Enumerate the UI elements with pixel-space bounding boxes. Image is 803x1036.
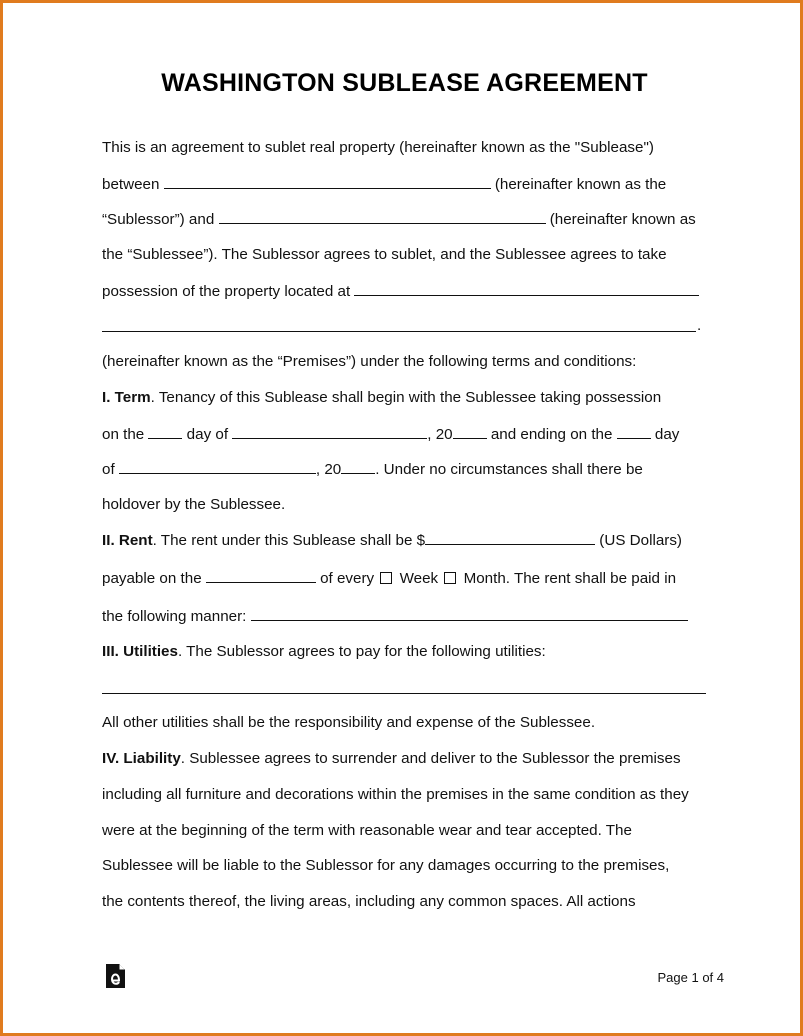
payment-day-blank[interactable] <box>206 569 316 583</box>
paragraph-line: the “Sublessee”). The Sublessor agrees to sublet, and the Sublessee agrees to take <box>102 246 667 263</box>
paragraph-line: All other utilities shall be the responsibility and expense of the Sublessee. <box>102 714 596 731</box>
paragraph-line: of , 20 . Under no circumstances shall there be <box>102 461 643 478</box>
property-address-blank[interactable] <box>354 282 699 296</box>
paragraph-line: between (hereinafter known as the <box>102 176 667 193</box>
rent-amount-blank[interactable] <box>425 531 595 545</box>
paragraph-line: This is an agreement to sublet real property (hereinafter known as the "Sublease") <box>102 139 654 156</box>
paragraph-line: on the day of , 20 and ending on the day <box>102 426 680 443</box>
section-rent-heading: II. Rent. The rent under this Sublease shall be $ (US Dollars) <box>102 532 682 549</box>
paragraph-line: the following manner: <box>102 607 688 626</box>
end-month-blank[interactable] <box>119 460 316 474</box>
paragraph-line: (hereinafter known as the “Premises”) under the following terms and conditions: <box>102 353 637 370</box>
paragraph-line: “Sublessor”) and (hereinafter known as <box>102 211 696 228</box>
section-utilities-heading: III. Utilities. The Sublessor agrees to pay for the following utilities: <box>102 643 546 660</box>
document-e-logo-icon <box>106 964 125 988</box>
section-liability-heading: IV. Liability. Sublessee agrees to surrender and deliver to the Sublessor the premises <box>102 750 681 767</box>
property-address-blank-2[interactable] <box>102 331 696 332</box>
payment-manner-blank[interactable] <box>251 607 688 621</box>
paragraph-line: were at the beginning of the term with reasonable wear and tear accepted. The <box>102 822 632 839</box>
start-month-blank[interactable] <box>232 425 427 439</box>
section-term-heading: I. Term. Tenancy of this Sublease shall begin with the Sublessee taking possession <box>102 389 662 406</box>
utilities-blank[interactable] <box>102 693 706 694</box>
paragraph-line: including all furniture and decorations within the premises in the same condition as they <box>102 786 689 803</box>
start-day-blank[interactable] <box>148 425 182 439</box>
line-period: . <box>697 317 702 334</box>
week-checkbox[interactable] <box>380 572 392 584</box>
paragraph-line: payable on the of every Week Month. The rent shall be paid in <box>102 570 677 587</box>
paragraph-line: the contents thereof, the living areas, including any common spaces. All actions <box>102 893 636 910</box>
paragraph-line: possession of the property located at <box>102 282 699 301</box>
end-year-blank[interactable] <box>341 460 375 474</box>
paragraph-line: Sublessee will be liable to the Sublessor for any damages occurring to the premises, <box>102 857 670 874</box>
document-title: WASHINGTON SUBLEASE AGREEMENT <box>161 69 648 97</box>
paragraph-line: holdover by the Sublessee. <box>102 496 286 513</box>
page-number: Page 1 of 4 <box>657 970 724 985</box>
end-day-blank[interactable] <box>617 425 651 439</box>
start-year-blank[interactable] <box>453 425 487 439</box>
sublessee-name-blank[interactable] <box>219 210 546 224</box>
month-checkbox[interactable] <box>444 572 456 584</box>
sublessor-name-blank[interactable] <box>164 175 491 189</box>
